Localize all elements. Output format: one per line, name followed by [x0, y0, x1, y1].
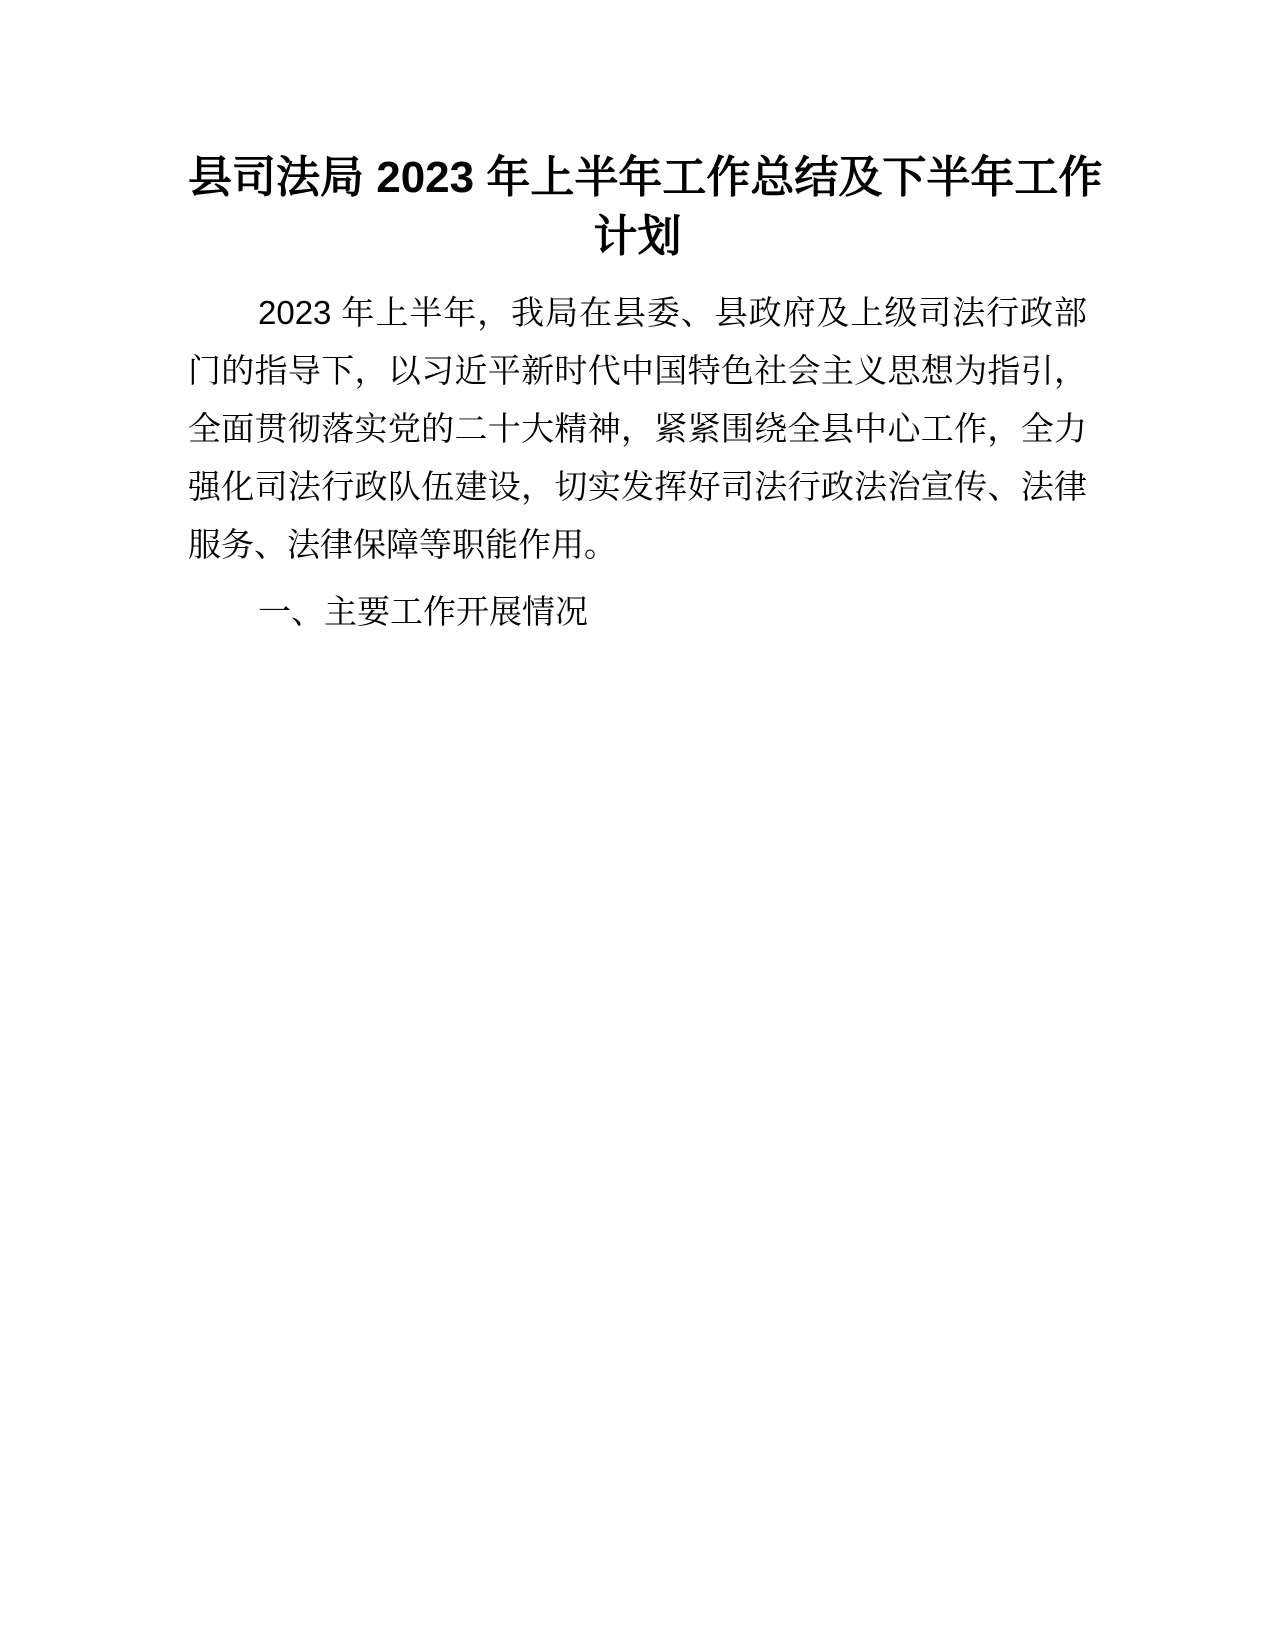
section-heading: 一、主要工作开展情况	[258, 593, 588, 630]
document-title-line-1: 县司法局 2023 年上半年工作总结及下半年工作	[188, 153, 1103, 202]
document-title-line-2: 计划	[593, 212, 682, 261]
intro-paragraph-line-1: 2023 年上半年，我局在县委、县政府及上级司法行政部	[258, 294, 1087, 331]
document-title	[188, 148, 1103, 266]
intro-paragraph	[188, 284, 1087, 574]
intro-paragraph-line-3: 全面贯彻落实党的二十大精神，紧紧围绕全县中心工作，全力	[188, 410, 1087, 447]
intro-paragraph-line-2: 门的指导下，以习近平新时代中国特色社会主义思想为指引，	[188, 352, 1087, 389]
intro-paragraph-line-5: 服务、法律保障等职能作用。	[188, 526, 617, 563]
intro-paragraph-line-4: 强化司法行政队伍建设，切实发挥好司法行政法治宣传、法律	[188, 468, 1087, 505]
